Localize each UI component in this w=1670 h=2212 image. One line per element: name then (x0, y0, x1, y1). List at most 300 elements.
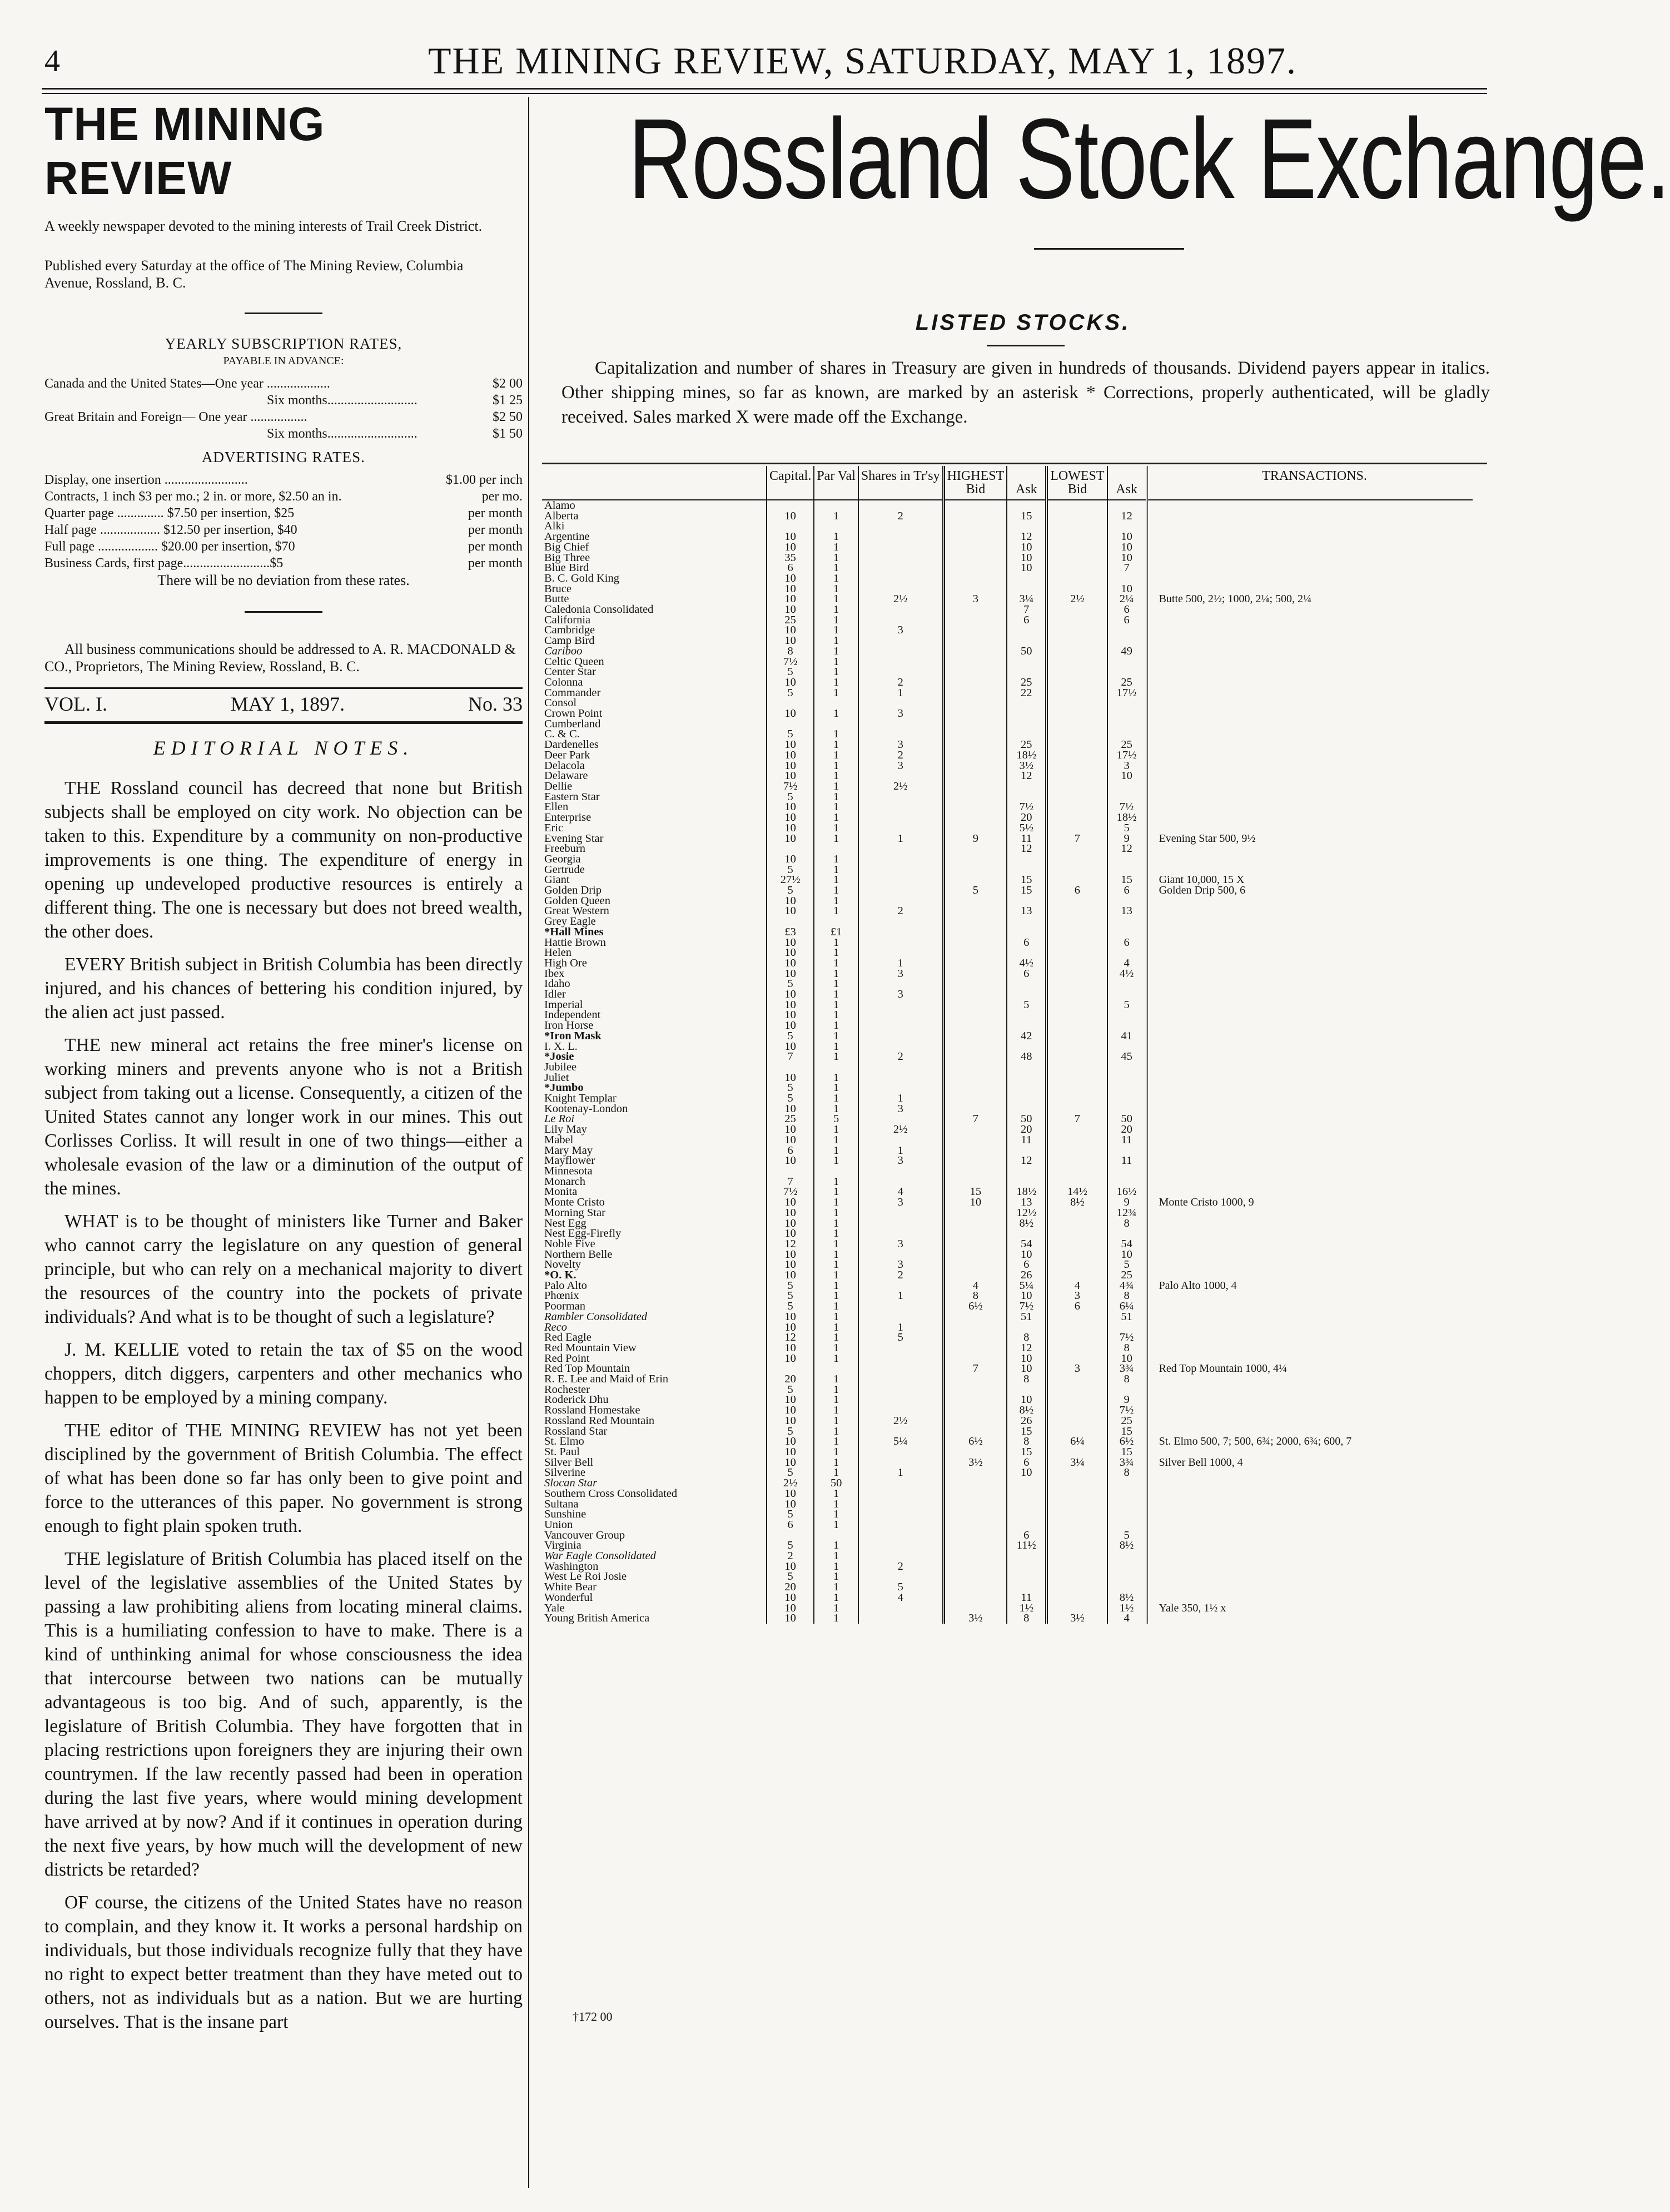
transaction-cell (1147, 1177, 1473, 1187)
editorial-paragraph: THE legislature of British Columbia has placed itself on the level of the legislative assemblies of the United States by passing a law prohibiting aliens from locating mineral claims. This is a humiliating confession to have to make. There is a kind of unthinking animal for whose consciousness the idea that intercourse between two nations can be mutually advantageous is too big. And of such, apparently, is the legislature of British Columbia. They have forgotten that in placing restrictions upon foreigners they are injuring their own countrymen. If the law recently passed had been in operation during the last five years, where would mining development have arrived at by now? And if it continues in operation during the next five years, by how much will the development of new districts be retarded? (44, 1549, 523, 1880)
stock-name: Dardenelles (544, 738, 599, 751)
par-cell: 1 (814, 1281, 858, 1291)
par-cell: 1 (814, 688, 858, 698)
low-bid-cell: 7 (1047, 834, 1107, 844)
capital-cell: 10 (767, 625, 814, 636)
shares-cell (858, 636, 943, 646)
stock-name: Argentine (544, 530, 590, 543)
stock-name: Great Western (544, 905, 609, 917)
table-row (542, 521, 1473, 532)
shares-cell: 3 (858, 1259, 943, 1270)
high-ask-cell: 8 (1007, 1374, 1047, 1385)
listed-stocks-heading: LISTED STOCKS. (915, 310, 1131, 335)
page-number: 4 (44, 44, 60, 78)
high-ask-cell: 22 (1007, 688, 1047, 698)
low-bid-cell (1047, 1416, 1107, 1426)
low-bid-cell (1047, 1312, 1107, 1322)
high-ask-cell: 15 (1007, 885, 1047, 896)
table-row (542, 989, 1473, 1000)
col-name (542, 466, 767, 500)
capital-cell: 10 (767, 1613, 814, 1624)
high-ask-cell: 3½ (1007, 761, 1047, 771)
stock-name: Red Eagle (544, 1331, 592, 1344)
stock-name: Alki (544, 520, 565, 533)
par-cell: 1 (814, 896, 858, 906)
stock-name: Independent (544, 1009, 601, 1021)
low-bid-cell (1047, 719, 1107, 730)
high-bid-cell: 15 (943, 1187, 1007, 1197)
transaction-cell (1147, 1499, 1473, 1510)
high-bid-cell (943, 625, 1007, 636)
shares-cell (858, 1000, 943, 1010)
stock-name: Palo Alto (544, 1279, 587, 1292)
par-cell: 1 (814, 740, 858, 750)
transaction-cell (1147, 1239, 1473, 1249)
par-cell: 1 (814, 865, 858, 875)
shares-cell (858, 1613, 943, 1624)
high-bid-cell (943, 1208, 1007, 1218)
high-bid-cell (943, 896, 1007, 906)
capital-cell: 12 (767, 1239, 814, 1249)
high-ask-cell (1007, 781, 1047, 792)
par-cell: 1 (814, 1385, 858, 1395)
table-row (542, 1281, 1473, 1291)
high-ask-cell: 4½ (1007, 958, 1047, 969)
table-row (542, 1135, 1473, 1145)
low-bid-cell (1047, 729, 1107, 740)
par-cell: 1 (814, 1395, 858, 1405)
capital-cell: 10 (767, 750, 814, 761)
high-ask-cell (1007, 1499, 1047, 1510)
low-ask-cell: 1½ (1107, 1603, 1147, 1614)
low-bid-cell (1047, 1343, 1107, 1353)
table-row (542, 1322, 1473, 1333)
stock-name: Alamo (544, 499, 575, 512)
capital-cell: 10 (767, 594, 814, 604)
par-cell: 1 (814, 969, 858, 979)
shares-cell (858, 802, 943, 812)
low-ask-cell: 3 (1107, 761, 1147, 771)
high-ask-cell (1007, 657, 1047, 667)
transaction-cell (1147, 1374, 1473, 1385)
stock-name: Rambler Consolidated (544, 1310, 648, 1323)
stock-name: B. C. Gold King (544, 572, 619, 584)
low-ask-cell (1107, 708, 1147, 719)
stock-name: Monarch (544, 1175, 586, 1188)
par-cell: 1 (814, 625, 858, 636)
low-ask-cell: 12 (1107, 511, 1147, 522)
editorial-paragraph: THE editor of THE MINING REVIEW has not yet been disciplined by the government of British Columbia. The effect of what has been done so far has only been to give point and force to the utterances of this paper. No government is strong enough to fight plain spoken truth. (44, 1420, 523, 1536)
par-cell: 1 (814, 1010, 858, 1020)
high-ask-cell: 5½ (1007, 823, 1047, 834)
high-bid-cell (943, 1582, 1007, 1593)
table-row (542, 1010, 1473, 1020)
low-bid-cell (1047, 1467, 1107, 1478)
low-ask-cell: 15 (1107, 875, 1147, 885)
low-bid-cell (1047, 969, 1107, 979)
par-cell: 1 (814, 1312, 858, 1322)
col-lowest-bid: LOWEST Bid (1047, 466, 1107, 500)
high-ask-cell (1007, 979, 1047, 989)
low-bid-cell (1047, 1540, 1107, 1551)
high-bid-cell (943, 781, 1007, 792)
left-column (44, 97, 523, 2043)
low-bid-cell (1047, 1551, 1107, 1561)
adv-row: Full page .................. $20.00 per insertion, $70 per month (44, 539, 523, 554)
transaction-cell (1147, 729, 1473, 740)
stock-name: Camp Bird (544, 634, 595, 647)
low-bid-cell (1047, 521, 1107, 532)
high-bid-cell (943, 938, 1007, 948)
table-row (542, 594, 1473, 604)
high-ask-cell: 5¼ (1007, 1281, 1047, 1291)
stock-name: Mary May (544, 1144, 593, 1157)
high-bid-cell (943, 761, 1007, 771)
transaction-cell (1147, 1073, 1473, 1083)
par-cell: 1 (814, 1582, 858, 1593)
transaction-cell (1147, 802, 1473, 812)
capital-cell: 10 (767, 532, 814, 542)
transaction-cell: Golden Drip 500, 6 (1147, 885, 1473, 896)
transaction-cell (1147, 927, 1473, 938)
low-ask-cell: 15 (1107, 1447, 1147, 1457)
table-row (542, 750, 1473, 761)
high-ask-cell: 12 (1007, 1343, 1047, 1353)
high-bid-cell (943, 1540, 1007, 1551)
low-ask-cell (1107, 1010, 1147, 1020)
high-bid-cell (943, 1447, 1007, 1457)
low-ask-cell (1107, 1073, 1147, 1083)
shares-cell (858, 542, 943, 553)
header-rule (42, 88, 1487, 90)
high-bid-cell (943, 771, 1007, 781)
table-row (542, 1270, 1473, 1281)
high-bid-cell (943, 1478, 1007, 1489)
stock-name: Gertrude (544, 863, 585, 876)
high-bid-cell: 7 (943, 1114, 1007, 1124)
low-bid-cell (1047, 1509, 1107, 1520)
transaction-cell (1147, 969, 1473, 979)
footnote: †172 00 (573, 2010, 613, 2023)
volume: VOL. I. (44, 693, 107, 715)
adv-row: Display, one insertion ......................... $1.00 per inch (44, 473, 523, 487)
capital-cell: 10 (767, 989, 814, 1000)
shares-cell: 5 (858, 1332, 943, 1343)
transaction-cell (1147, 573, 1473, 584)
low-ask-cell (1107, 500, 1147, 511)
par-cell: 1 (814, 812, 858, 823)
low-ask-cell: 12 (1107, 844, 1147, 854)
shares-cell (858, 1363, 943, 1374)
capital-cell: 5 (767, 885, 814, 896)
table-row (542, 698, 1473, 708)
shares-cell: 1 (858, 1467, 943, 1478)
capital-cell: 10 (767, 1499, 814, 1510)
low-ask-cell: 6¼ (1107, 1301, 1147, 1312)
high-bid-cell: 3½ (943, 1613, 1007, 1624)
capital-cell: 7 (767, 1052, 814, 1062)
low-ask-cell: 6½ (1107, 1436, 1147, 1447)
high-bid-cell (943, 750, 1007, 761)
high-ask-cell: 51 (1007, 1312, 1047, 1322)
stock-name: Ellen (544, 801, 569, 814)
par-cell: 1 (814, 1561, 858, 1572)
editorial-paragraph: J. M. KELLIE voted to retain the tax of $5 on the wood choppers, ditch diggers, carpenters and other mechanics who happen to be employed by a mining company. (44, 1340, 523, 1408)
shares-cell (858, 1374, 943, 1385)
stock-name: Grey Eagle (544, 915, 596, 928)
high-bid-cell (943, 1530, 1007, 1541)
transaction-cell (1147, 1062, 1473, 1073)
table-row (542, 1301, 1473, 1312)
low-ask-cell: 10 (1107, 1353, 1147, 1364)
editorial-paragraph: THE Rossland council has decreed that none but British subjects shall be employed on city work. No objection can be taken to this. Expenditure by a community on non-productive improvements is one thing. The expenditure of energy in opening up undeveloped productive resources is entirely a different thing. The one is necessary but does not breed wealth, the other does. (44, 778, 523, 942)
table-row (542, 1489, 1473, 1499)
capital-cell: 10 (767, 573, 814, 584)
par-cell: 1 (814, 657, 858, 667)
low-ask-cell (1107, 698, 1147, 708)
table-row (542, 1166, 1473, 1177)
par-cell: 1 (814, 615, 858, 626)
stock-name: Washington (544, 1560, 599, 1573)
capital-cell: 10 (767, 948, 814, 958)
low-ask-cell: 5 (1107, 823, 1147, 834)
stock-name: Eastern Star (544, 790, 600, 803)
par-cell: 1 (814, 1571, 858, 1582)
transaction-cell (1147, 1613, 1473, 1624)
no-deviation: There will be no deviation from these rates. (157, 572, 410, 588)
col-lowest-ask: Ask (1107, 466, 1147, 500)
stock-name: Iron Horse (544, 1019, 594, 1032)
high-bid-cell (943, 979, 1007, 989)
high-bid-cell: 3 (943, 594, 1007, 604)
transaction-cell (1147, 1145, 1473, 1156)
stock-name: Le Roi (544, 1113, 575, 1125)
low-bid-cell (1047, 1374, 1107, 1385)
table-row (542, 1145, 1473, 1156)
low-ask-cell: 4 (1107, 1613, 1147, 1624)
stock-name: Wonderful (544, 1591, 593, 1604)
low-bid-cell (1047, 532, 1107, 542)
low-bid-cell (1047, 563, 1107, 573)
par-cell: 1 (814, 823, 858, 834)
high-ask-cell: 8 (1007, 1332, 1047, 1343)
low-ask-cell (1107, 854, 1147, 865)
shares-cell (858, 823, 943, 834)
high-bid-cell (943, 1249, 1007, 1260)
table-row (542, 906, 1473, 916)
low-bid-cell (1047, 646, 1107, 657)
low-ask-cell (1107, 927, 1147, 938)
transaction-cell (1147, 625, 1473, 636)
transaction-cell (1147, 1509, 1473, 1520)
table-row (542, 938, 1473, 948)
stock-name: Poorman (544, 1300, 586, 1313)
transaction-cell (1147, 1593, 1473, 1603)
stock-name: Colonna (544, 676, 583, 688)
transaction-cell (1147, 979, 1473, 989)
high-ask-cell: 10 (1007, 553, 1047, 563)
low-bid-cell (1047, 500, 1107, 511)
par-cell: 1 (814, 1177, 858, 1187)
shares-cell (858, 1499, 943, 1510)
table-row (542, 1083, 1473, 1093)
par-cell: 1 (814, 1187, 858, 1197)
high-bid-cell: 6½ (943, 1436, 1007, 1447)
table-row (542, 1093, 1473, 1104)
low-ask-cell: 11 (1107, 1135, 1147, 1145)
shares-cell (858, 1218, 943, 1229)
table-row (542, 771, 1473, 781)
stock-name: Blue Bird (544, 562, 589, 574)
shares-cell: 2½ (858, 594, 943, 604)
stock-name: Idaho (544, 978, 570, 990)
stock-name: Yale (544, 1601, 565, 1614)
low-bid-cell (1047, 1020, 1107, 1031)
low-ask-cell: 9 (1107, 834, 1147, 844)
stock-name: *Josie (544, 1050, 574, 1063)
low-ask-cell: 4½ (1107, 969, 1147, 979)
transaction-cell (1147, 1270, 1473, 1281)
low-ask-cell (1107, 1571, 1147, 1582)
transaction-cell (1147, 1385, 1473, 1395)
stock-name: War Eagle Consolidated (544, 1550, 656, 1563)
low-bid-cell (1047, 1000, 1107, 1010)
high-bid-cell (943, 1124, 1007, 1135)
high-bid-cell (943, 906, 1007, 916)
high-ask-cell: 20 (1007, 1124, 1047, 1135)
high-ask-cell (1007, 1520, 1047, 1530)
par-cell (814, 1062, 858, 1073)
low-bid-cell (1047, 896, 1107, 906)
table-row (542, 1062, 1473, 1073)
high-bid-cell (943, 1000, 1007, 1010)
capital-cell: 5 (767, 1426, 814, 1437)
stock-name: California (544, 613, 591, 626)
low-ask-cell: 20 (1107, 1124, 1147, 1135)
low-bid-cell (1047, 927, 1107, 938)
transaction-cell (1147, 1405, 1473, 1416)
low-ask-cell (1107, 1478, 1147, 1489)
table-row (542, 792, 1473, 802)
capital-cell: 12 (767, 1332, 814, 1343)
table-row (542, 1571, 1473, 1582)
low-ask-cell: 6 (1107, 938, 1147, 948)
capital-cell: 10 (767, 1561, 814, 1572)
subs-row: Canada and the United States—One year ................... $2 00 (44, 376, 523, 391)
low-bid-cell (1047, 1499, 1107, 1510)
transaction-cell (1147, 958, 1473, 969)
capital-cell: 10 (767, 1343, 814, 1353)
par-cell: 1 (814, 1301, 858, 1312)
low-bid-cell: 6¼ (1047, 1436, 1107, 1447)
high-ask-cell: 6 (1007, 1259, 1047, 1270)
capital-cell: 10 (767, 1312, 814, 1322)
high-ask-cell (1007, 500, 1047, 511)
high-bid-cell (943, 844, 1007, 854)
transaction-cell (1147, 906, 1473, 916)
capital-cell: 10 (767, 1208, 814, 1218)
stock-name: St. Paul (544, 1445, 580, 1458)
high-bid-cell (943, 865, 1007, 875)
transaction-cell (1147, 1478, 1473, 1489)
transaction-cell (1147, 532, 1473, 542)
par-cell: 1 (814, 594, 858, 604)
high-bid-cell (943, 854, 1007, 865)
low-bid-cell (1047, 604, 1107, 615)
high-bid-cell (943, 532, 1007, 542)
par-cell: 1 (814, 781, 858, 792)
low-ask-cell: 8 (1107, 1291, 1147, 1301)
high-ask-cell: 8½ (1007, 1218, 1047, 1229)
high-bid-cell (943, 740, 1007, 750)
capital-cell: 2 (767, 1551, 814, 1561)
low-bid-cell (1047, 1218, 1107, 1229)
transaction-cell (1147, 667, 1473, 677)
low-ask-cell: 6 (1107, 615, 1147, 626)
high-bid-cell (943, 1312, 1007, 1322)
low-ask-cell (1107, 1166, 1147, 1177)
capital-cell: 10 (767, 604, 814, 615)
stock-name: High Ore (544, 956, 587, 969)
stock-name: Giant (544, 874, 570, 886)
high-ask-cell: 10 (1007, 1353, 1047, 1364)
low-bid-cell (1047, 771, 1107, 781)
low-bid-cell (1047, 708, 1107, 719)
high-ask-cell: 54 (1007, 1239, 1047, 1249)
stock-name: *Iron Mask (544, 1029, 602, 1042)
low-ask-cell: 8 (1107, 1343, 1147, 1353)
low-ask-cell (1107, 781, 1147, 792)
low-bid-cell: 6 (1047, 1301, 1107, 1312)
par-cell: 1 (814, 573, 858, 584)
low-bid-cell: 6 (1047, 885, 1107, 896)
shares-cell: 4 (858, 1593, 943, 1603)
high-bid-cell (943, 698, 1007, 708)
capital-cell: 10 (767, 854, 814, 865)
table-row (542, 1259, 1473, 1270)
shares-cell: 2½ (858, 1124, 943, 1135)
low-ask-cell: 45 (1107, 1052, 1147, 1062)
high-ask-cell: 7 (1007, 604, 1047, 615)
high-ask-cell (1007, 1083, 1047, 1093)
low-bid-cell (1047, 1124, 1107, 1135)
table-row (542, 1155, 1473, 1166)
low-bid-cell (1047, 1135, 1107, 1145)
low-ask-cell: 7½ (1107, 1332, 1147, 1343)
stock-name: Novelty (544, 1258, 581, 1271)
low-bid-cell (1047, 906, 1107, 916)
par-cell: 1 (814, 1416, 858, 1426)
low-ask-cell: 5 (1107, 1259, 1147, 1270)
low-ask-cell: 6 (1107, 604, 1147, 615)
low-bid-cell (1047, 1489, 1107, 1499)
capital-cell: 10 (767, 1416, 814, 1426)
table-row (542, 823, 1473, 834)
high-bid-cell (943, 1385, 1007, 1395)
adv-table (44, 472, 523, 572)
stock-name: Kootenay-London (544, 1102, 628, 1115)
low-bid-cell (1047, 688, 1107, 698)
low-bid-cell: 4 (1047, 1281, 1107, 1291)
low-ask-cell: 10 (1107, 1249, 1147, 1260)
high-ask-cell: 12½ (1007, 1208, 1047, 1218)
low-bid-cell (1047, 1478, 1107, 1489)
high-ask-cell: 10 (1007, 1395, 1047, 1405)
par-cell: 1 (814, 1208, 858, 1218)
transaction-cell (1147, 1218, 1473, 1229)
transaction-cell (1147, 1395, 1473, 1405)
low-bid-cell (1047, 1083, 1107, 1093)
